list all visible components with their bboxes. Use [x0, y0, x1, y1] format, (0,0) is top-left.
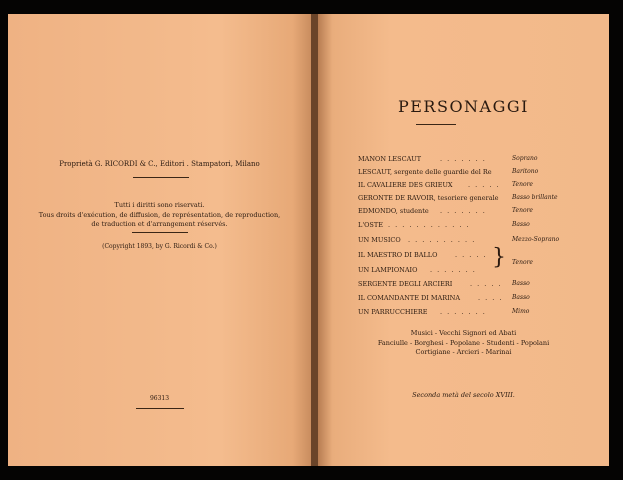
chorus-line: Cortigiane - Arcieri - Marinai: [415, 348, 512, 356]
cast-row: [358, 292, 568, 304]
leader-dots: . . . .: [478, 294, 503, 302]
brace-mark: }: [492, 245, 506, 270]
rights-line: Tous droits d'exécution, de diffusion, de représentation, de reproduction,: [38, 210, 281, 219]
chorus-line: Musici - Vecchi Signori ed Abati: [410, 329, 517, 337]
cast-row: [358, 166, 568, 178]
rights-notice: [8, 201, 311, 230]
cast-row: [358, 153, 568, 165]
chorus-line: Fanciulle - Borghesi - Popolane - Studenti - Popolani: [377, 338, 550, 347]
voice-type: Mezzo-Soprano: [512, 236, 560, 243]
character-name: L'OSTE: [358, 221, 383, 229]
publisher-line: Proprietà G. RICORDI & C., Editori . Stampatori, Milano: [59, 160, 260, 168]
cast-row: [358, 278, 568, 290]
voice-type: Basso brillante: [512, 194, 558, 201]
cast-row: [358, 219, 568, 231]
divider: [132, 232, 188, 233]
divider: [133, 177, 189, 178]
cast-row: [358, 249, 568, 261]
voice-type: Basso: [512, 294, 530, 301]
plate-number: 96313: [149, 395, 170, 402]
voice-type: Mimo: [512, 308, 530, 315]
character-name: UN PARRUCCHIERE: [358, 308, 428, 316]
cast-row: [358, 179, 568, 191]
voice-type: Tenore: [512, 207, 533, 214]
leader-dots: . . . . .: [468, 181, 501, 189]
character-name: LESCAUT, sergente delle guardie del Re: [358, 168, 492, 176]
cast-row: [358, 306, 568, 318]
cast-row: [358, 192, 568, 204]
right-page: [318, 14, 609, 466]
divider: [136, 408, 184, 409]
rights-line: Tutti i diritti sono riservati.: [114, 201, 205, 209]
leader-dots: . . . . . . .: [440, 155, 487, 163]
voice-type: Basso: [512, 280, 530, 287]
leader-dots: . . . . . . .: [430, 266, 477, 274]
leader-dots: . . . . . . . . . .: [408, 236, 476, 244]
character-name: UN LAMPIONAIO: [358, 266, 418, 274]
leader-dots: . . . . . . .: [440, 308, 487, 316]
cast-row: [358, 234, 568, 246]
character-name: MANON LESCAUT: [358, 155, 422, 163]
leader-dots: . . . . . . .: [440, 207, 487, 215]
voice-type: Basso: [512, 221, 530, 228]
voice-type: Soprano: [512, 155, 538, 162]
book-gutter: [311, 14, 318, 466]
cast-row: [358, 205, 568, 217]
character-name: GERONTE DE RAVOIR, tesoriere generale: [358, 194, 499, 202]
character-name: IL MAESTRO DI BALLO: [358, 251, 438, 259]
left-page: [8, 14, 311, 466]
character-name: UN MUSICO: [358, 236, 401, 244]
leader-dots: . . . . .: [470, 280, 503, 288]
chorus-list: [318, 329, 609, 358]
character-name: SERGENTE DEGLI ARCIERI: [358, 280, 453, 288]
rights-line: de traduction et d'arrangement réservés.: [91, 220, 228, 228]
leader-dots: . . . . . . . . . . . .: [388, 221, 471, 229]
copyright-line: (Copyright 1893, by G. Ricordi & Co.): [102, 243, 217, 250]
character-name: IL CAVALIERE DES GRIEUX: [358, 181, 453, 189]
voice-type: Tenore: [512, 259, 533, 266]
character-name: EDMONDO, studente: [358, 207, 429, 215]
period-note: Seconda metà del secolo XVIII.: [412, 391, 515, 399]
cast-row: [358, 259, 568, 276]
voice-type: Baritono: [512, 168, 539, 175]
voice-type: Tenore: [512, 181, 533, 188]
character-name: IL COMANDANTE DI MARINA: [358, 294, 461, 302]
divider: [416, 124, 456, 125]
page-title: PERSONAGGI: [397, 97, 529, 116]
leader-dots: . . . . .: [455, 251, 488, 259]
